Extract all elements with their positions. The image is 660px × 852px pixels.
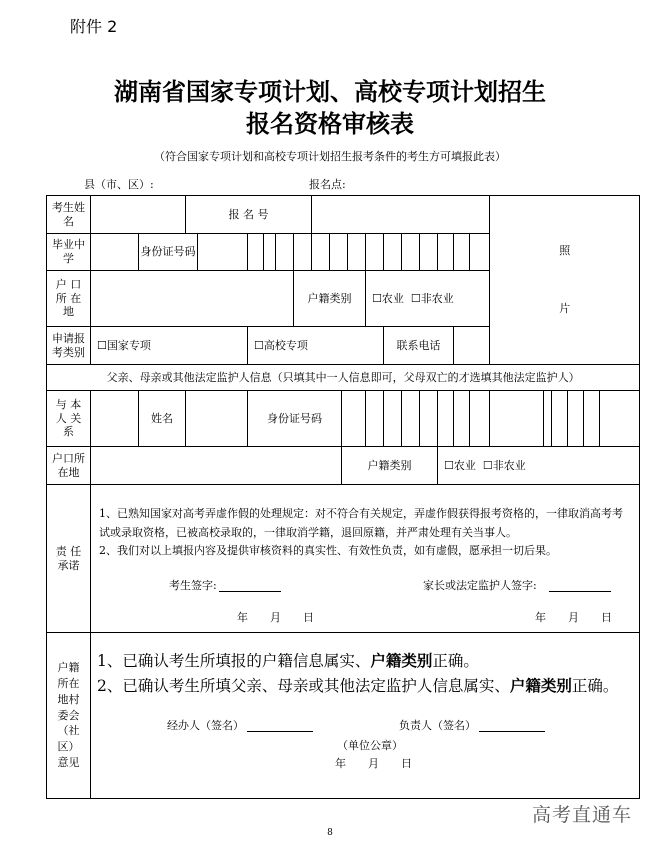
guardian-name-label: 姓名 xyxy=(139,391,186,447)
id-digit-box[interactable] xyxy=(264,234,276,271)
id-digit-box[interactable] xyxy=(490,391,544,447)
id-digit-box[interactable] xyxy=(248,234,264,271)
commitment-item-1: 1、已熟知国家对高考弄虚作假的处理规定：对不符合有关规定，弄虚作假获得报考资格的，一律取消高考考试或录取资格，已被高校录取的，一律取消学籍，退回原籍，并严肃处理有关当事人。 xyxy=(99,507,623,539)
id-digit-box[interactable] xyxy=(348,234,366,271)
form-title-line2: 报名资格审核表 xyxy=(246,109,414,138)
guardian-name-field[interactable] xyxy=(186,391,248,447)
nonrural-checkbox[interactable]: ☐非农业 xyxy=(410,291,454,305)
id-digit-box[interactable] xyxy=(402,391,420,447)
id-digit-box[interactable] xyxy=(312,234,330,271)
photo-box[interactable] xyxy=(490,196,640,365)
guardian-id-label: 身份证号码 xyxy=(248,391,342,447)
guardian-signature-label: 家长或法定监护人签字: xyxy=(423,579,537,593)
apply-type-label: 申请报考类别 xyxy=(47,327,91,365)
hukou-type-label: 户籍类别 xyxy=(294,271,366,327)
qualification-form xyxy=(46,195,640,799)
hukou-type-options xyxy=(366,271,490,327)
university-plan-checkbox[interactable]: ☐高校专项 xyxy=(248,327,384,365)
grad-school-label: 毕业中学 xyxy=(47,234,91,271)
rural-checkbox[interactable]: ☐农业 xyxy=(372,291,404,305)
student-name-field[interactable] xyxy=(91,196,186,234)
id-digit-box[interactable] xyxy=(600,391,640,447)
student-name-label: 考生姓名 xyxy=(47,196,91,234)
student-signature-line[interactable] xyxy=(219,579,281,592)
national-plan-checkbox[interactable]: ☐国家专项 xyxy=(91,327,248,365)
principal-signature-label: 负责人（签名） xyxy=(399,718,476,732)
relation-label: 与 本人 关系 xyxy=(47,391,91,447)
phone-label: 联系电话 xyxy=(384,327,454,365)
verification-date: 年 月 日 xyxy=(335,756,412,770)
id-no-label: 身份证号码 xyxy=(139,234,198,271)
student-signature-label: 考生签字: xyxy=(169,579,217,593)
unit-seal-label: （单位公章） xyxy=(337,738,403,752)
photo-char-1: 照 xyxy=(559,244,571,258)
id-digit-box[interactable] xyxy=(384,391,402,447)
id-digit-box[interactable] xyxy=(276,234,294,271)
commitment-item-2: 2、我们对以上填报内容及提供审核资料的真实性、有效性负责，如有虚假，愿承担一切后果。 xyxy=(99,544,557,558)
verification-label: 户籍所在地村委会（社区）意见 xyxy=(47,633,91,799)
commitment-label: 责 任承诺 xyxy=(47,485,91,633)
id-digit-box[interactable] xyxy=(584,391,600,447)
guardian-signature-line[interactable] xyxy=(549,579,611,592)
form-title-line1: 湖南省国家专项计划、高校专项计划招生 xyxy=(114,77,546,106)
principal-signature-line[interactable] xyxy=(479,719,545,732)
registration-point-label: 报名点: xyxy=(309,178,346,191)
id-digit-box[interactable] xyxy=(366,234,384,271)
id-digit-box[interactable] xyxy=(438,234,454,271)
guardian-hukou-type-options xyxy=(438,447,640,485)
guardian-rural-checkbox[interactable]: ☐农业 xyxy=(444,458,476,472)
reg-no-label: 报 名 号 xyxy=(186,196,312,234)
id-digit-box[interactable] xyxy=(384,234,402,271)
verification-item-1: 1、已确认考生所填报的户籍信息属实、户籍类别正确。 xyxy=(97,651,479,670)
guardian-nonrural-checkbox[interactable]: ☐非农业 xyxy=(482,458,526,472)
guardian-hukou-field[interactable] xyxy=(91,447,342,485)
verification-content xyxy=(91,633,640,799)
guardian-date: 年 月 日 xyxy=(535,611,612,625)
watermark-text: 高考直通车 xyxy=(531,804,632,826)
hukou-loc-field[interactable] xyxy=(91,271,294,327)
id-digit-box[interactable] xyxy=(568,391,584,447)
guardian-section-header: 父亲、母亲或其他法定监护人信息（只填其中一人信息即可，父母双亡的才选填其他法定监护人） xyxy=(47,365,640,391)
verification-item-2: 2、已确认考生所填父亲、母亲或其他法定监护人信息属实、户籍类别正确。 xyxy=(97,675,619,695)
grad-school-field[interactable] xyxy=(91,234,139,271)
commitment-content xyxy=(91,485,640,633)
id-digit-box[interactable] xyxy=(420,391,438,447)
county-label: 县（市、区）: xyxy=(84,178,154,191)
handler-signature-line[interactable] xyxy=(247,719,313,732)
phone-field[interactable] xyxy=(454,327,490,365)
photo-char-2: 片 xyxy=(559,302,571,315)
id-digit-box[interactable] xyxy=(552,391,568,447)
id-digit-box[interactable] xyxy=(330,234,348,271)
id-digit-box[interactable] xyxy=(438,391,454,447)
id-digit-box[interactable] xyxy=(294,234,312,271)
id-digit-box[interactable] xyxy=(454,234,470,271)
student-date: 年 月 日 xyxy=(237,611,314,625)
id-digit-box[interactable] xyxy=(420,234,438,271)
id-digit-box[interactable] xyxy=(366,391,384,447)
reg-no-field[interactable] xyxy=(312,196,490,234)
relation-field[interactable] xyxy=(91,391,139,447)
id-digit-box[interactable] xyxy=(454,391,470,447)
guardian-hukou-label: 户口所在地 xyxy=(47,447,91,485)
handler-signature-label: 经办人（签名） xyxy=(167,718,244,732)
attachment-label: 附件 2 xyxy=(70,17,118,36)
id-digit-box[interactable] xyxy=(470,234,490,271)
id-digit-box[interactable] xyxy=(342,391,366,447)
guardian-hukou-type-label: 户籍类别 xyxy=(342,447,438,485)
page-number: 8 xyxy=(327,828,333,838)
id-digit-box[interactable] xyxy=(198,234,248,271)
hukou-loc-label: 户 口所 在地 xyxy=(47,271,91,327)
id-digit-box[interactable] xyxy=(470,391,490,447)
id-digit-box[interactable] xyxy=(544,391,552,447)
form-note: （符合国家专项计划和高校专项计划招生报考条件的考生方可填报此表） xyxy=(154,150,506,163)
id-digit-box[interactable] xyxy=(402,234,420,271)
